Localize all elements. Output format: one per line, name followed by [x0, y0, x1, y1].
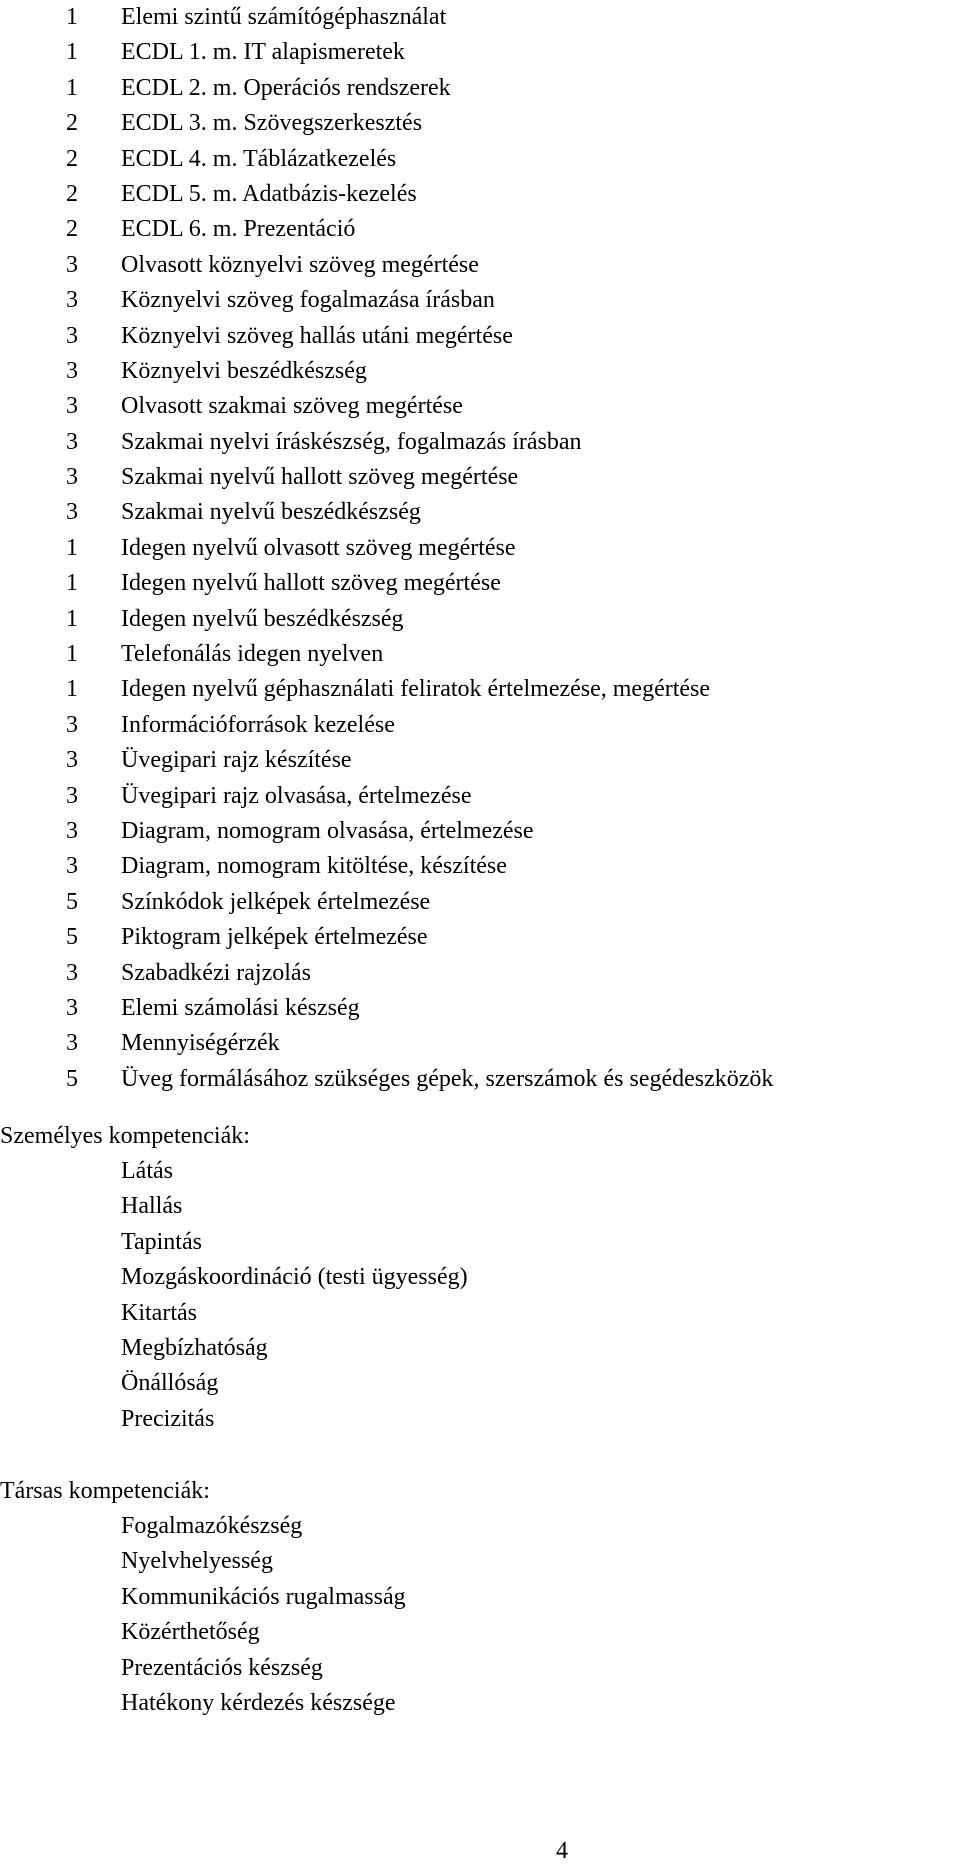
skill-name: Üveg formálásához szükséges gépek, szerszámok és segédeszközök: [121, 1065, 774, 1092]
skill-level: 1: [66, 4, 78, 30]
skill-name: Üvegipari rajz készítése: [121, 747, 352, 774]
personal-competency-item: Tapintás: [121, 1228, 202, 1255]
skill-name: Szakmai nyelvi íráskészség, fogalmazás írásban: [121, 428, 582, 455]
skill-level: 3: [66, 393, 78, 420]
skill-name: Köznyelvi szöveg fogalmazása írásban: [121, 287, 495, 314]
skill-name: Színkódok jelképek értelmezése: [121, 888, 431, 915]
skill-name: Elemi szintű számítógéphasználat: [121, 4, 447, 30]
skill-name: ECDL 6. m. Prezentáció: [121, 216, 356, 243]
skill-name: Szabadkézi rajzolás: [121, 959, 311, 986]
social-competencies-list: [121, 1509, 406, 1721]
skill-level: 2: [66, 180, 78, 207]
skill-level: 3: [66, 499, 78, 526]
social-competency-item: Prezentációs készség: [121, 1654, 323, 1681]
skill-level: 3: [66, 1030, 78, 1057]
skill-level: 3: [66, 251, 78, 278]
page-number: 4: [556, 1838, 568, 1864]
personal-competency-item: Kitartás: [121, 1299, 197, 1326]
personal-competency-item: Precizitás: [121, 1405, 215, 1432]
skill-level: 3: [66, 322, 78, 349]
personal-competency-item: Megbízhatóság: [121, 1334, 268, 1361]
skill-level: 1: [66, 39, 78, 66]
skill-name: Szakmai nyelvű hallott szöveg megértése: [121, 464, 519, 491]
skill-name: Olvasott köznyelvi szöveg megértése: [121, 251, 479, 278]
skill-name: Idegen nyelvű olvasott szöveg megértése: [121, 534, 516, 561]
skill-level: 3: [66, 994, 78, 1021]
social-competency-item: Közérthetőség: [121, 1619, 260, 1646]
skill-name: Üvegipari rajz olvasása, értelmezése: [121, 782, 472, 809]
social-competencies-heading: Társas kompetenciák:: [0, 1478, 210, 1504]
skill-name: Piktogram jelképek értelmezése: [121, 924, 428, 951]
skill-name: Diagram, nomogram kitöltése, készítése: [121, 853, 507, 880]
skill-name: ECDL 2. m. Operációs rendszerek: [121, 74, 451, 101]
skill-level: 3: [66, 464, 78, 491]
skill-level: 1: [66, 74, 78, 101]
social-competency-item: Hatékony kérdezés készsége: [121, 1689, 396, 1716]
skill-level: 5: [66, 924, 78, 951]
skill-level: 3: [66, 711, 78, 738]
skill-name: ECDL 5. m. Adatbázis-kezelés: [121, 180, 417, 207]
social-competency-item: Nyelvhelyesség: [121, 1548, 273, 1575]
personal-competencies-heading: Személyes kompetenciák:: [0, 1123, 250, 1149]
personal-competency-item: Látás: [121, 1158, 173, 1184]
skill-name: ECDL 1. m. IT alapismeretek: [121, 39, 405, 66]
personal-competency-item: Mozgáskoordináció (testi ügyesség): [121, 1264, 468, 1291]
skill-level: 1: [66, 534, 78, 561]
skill-name: Köznyelvi szöveg hallás utáni megértése: [121, 322, 513, 349]
skill-level: 1: [66, 641, 78, 668]
skill-name: ECDL 4. m. Táblázatkezelés: [121, 145, 397, 172]
skill-level: 2: [66, 110, 78, 137]
skill-name: Idegen nyelvű géphasználati feliratok értelmezése, megértése: [121, 676, 711, 703]
skill-name: Diagram, nomogram olvasása, értelmezése: [121, 817, 534, 844]
social-competency-item: Fogalmazókészség: [121, 1513, 303, 1539]
skill-level: 2: [66, 216, 78, 243]
skill-level: 3: [66, 853, 78, 880]
skill-level: 2: [66, 145, 78, 172]
skill-level: 1: [66, 676, 78, 703]
skill-level: 3: [66, 747, 78, 774]
skill-level: 5: [66, 1065, 78, 1092]
skill-level: 3: [66, 357, 78, 384]
skill-name: Szakmai nyelvű beszédkészség: [121, 499, 421, 526]
social-competency-item: Kommunikációs rugalmasság: [121, 1583, 406, 1610]
skill-name: Mennyiségérzék: [121, 1030, 280, 1057]
skill-level: 3: [66, 428, 78, 455]
personal-competency-item: Hallás: [121, 1193, 183, 1220]
personal-competencies-list: [121, 1154, 468, 1437]
skill-name: Telefonálás idegen nyelven: [121, 641, 384, 668]
personal-competency-item: Önállóság: [121, 1370, 219, 1397]
skill-level: 1: [66, 605, 78, 632]
skill-name: Olvasott szakmai szöveg megértése: [121, 393, 463, 420]
skill-level: 5: [66, 888, 78, 915]
skill-level: 1: [66, 570, 78, 597]
skill-name: Köznyelvi beszédkészség: [121, 357, 367, 384]
skill-name: ECDL 3. m. Szövegszerkesztés: [121, 110, 423, 137]
skill-name: Idegen nyelvű hallott szöveg megértése: [121, 570, 501, 597]
skill-level: 3: [66, 817, 78, 844]
skill-level: 3: [66, 287, 78, 314]
skill-name: Elemi számolási készség: [121, 994, 360, 1021]
skill-level: 3: [66, 782, 78, 809]
skill-level: 3: [66, 959, 78, 986]
skill-name: Idegen nyelvű beszédkészség: [121, 605, 404, 632]
skill-name: Információforrások kezelése: [121, 711, 395, 738]
